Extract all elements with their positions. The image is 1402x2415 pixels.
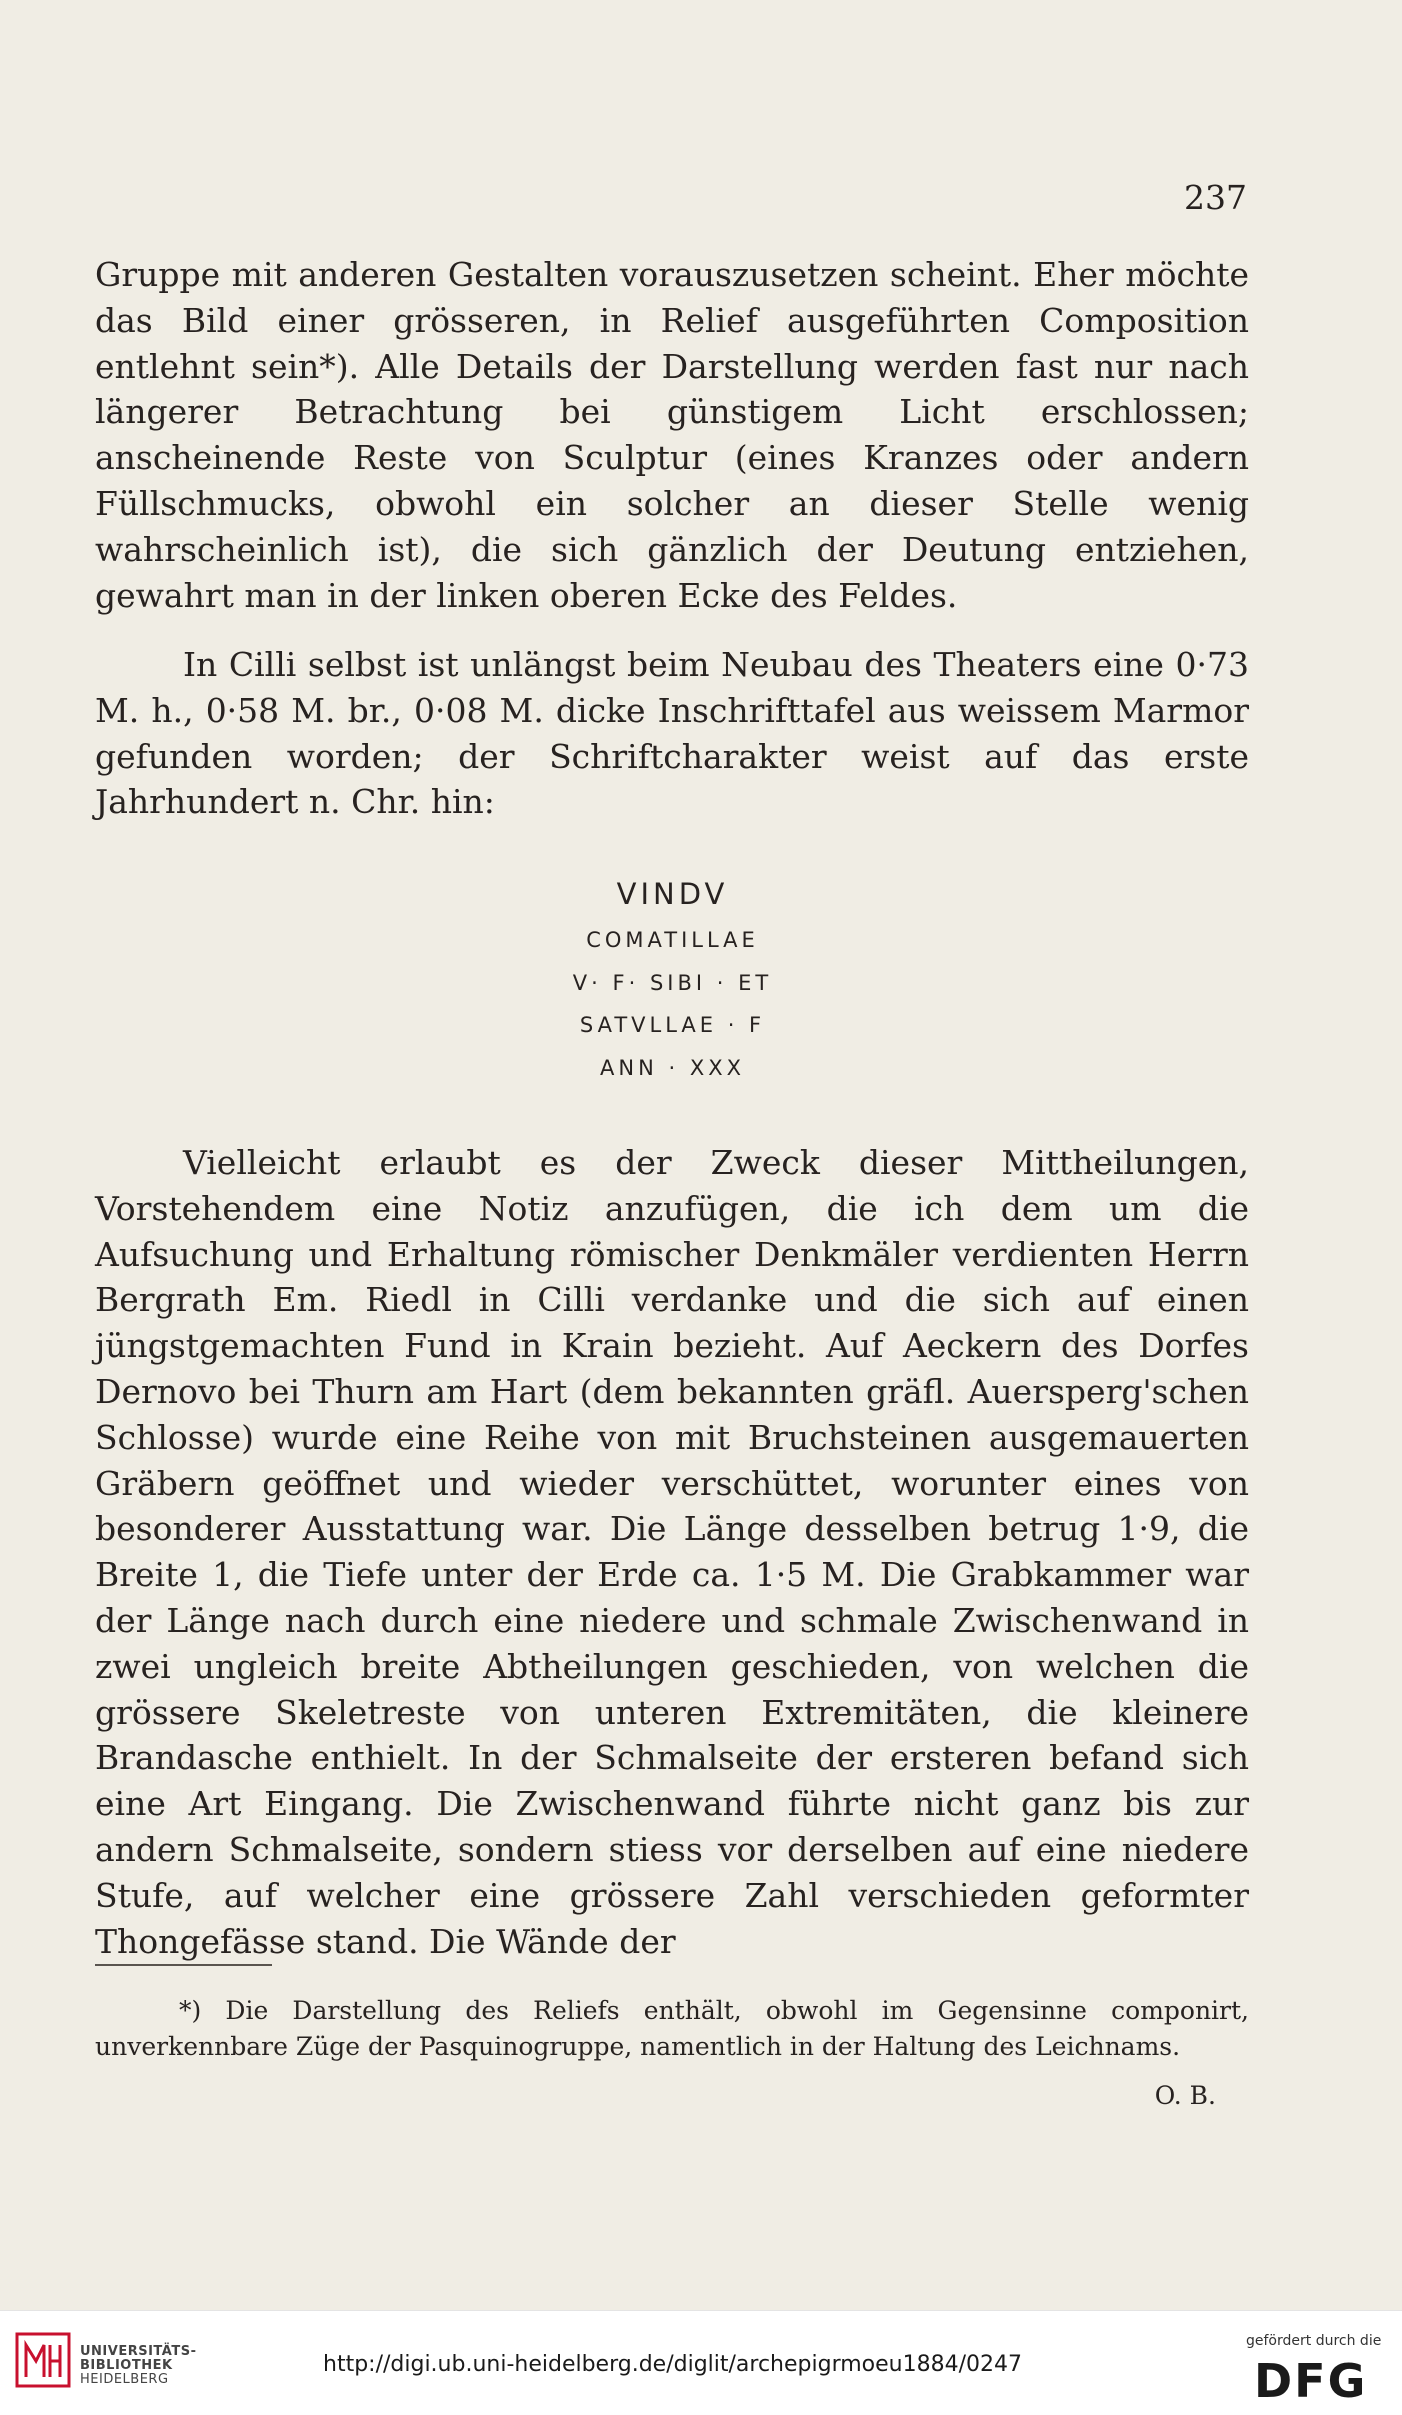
- footnote-divider: [95, 1964, 272, 1966]
- inscription-line: VINDV: [616, 877, 729, 911]
- inscription-line: V· F· SIBI · ET: [572, 971, 773, 995]
- footer-bar: [0, 2310, 1402, 2415]
- funding-caption: gefördert durch die: [1246, 2333, 1382, 2349]
- page-number: 237: [1184, 178, 1247, 217]
- paragraph-text: Gruppe mit anderen Gestalten vorauszusetzen scheint. Eher möchte das Bild einer grösseren, in Relief ausgeführten Composition entlehnt sein*). Alle Details der Darstellung werden fast nur nach längerer Betrachtung bei günstigem Licht erschlossen; anscheinende Reste von Sculptur (eines Kranzes oder andern Füllschmucks, obwohl ein solcher an dieser Stelle wenig wahrscheinlich ist), die sich gänzlich der Deutung entziehen, gewahrt man in der linken oberen Ecke des Feldes.: [95, 255, 1249, 615]
- inscription-line: ANN · XXX: [600, 1056, 745, 1080]
- paragraph-text: Vielleicht erlaubt es der Zweck dieser Mittheilungen, Vorstehendem eine Notiz anzufügen, die ich dem um die Aufsuchung und Erhaltung römischer Denkmäler verdienten Herrn Bergrath Em. Riedl in Cilli verdanke und die sich auf einen jüngstgemachten Fund in Krain bezieht. Auf Aeckern des Dorfes Dernovo bei Thurn am Hart (dem bekannten gräfl. Auersperg'schen Schlosse) wurde eine Reihe von mit Bruchsteinen ausgemauerten Gräbern geöffnet und wieder verschüttet, worunter eines von besonderer Ausstattung war. Die Länge desselben betrug 1·9, die Breite 1, die Tiefe unter der Erde ca. 1·5 M. Die Grabkammer war der Länge nach durch eine niedere und schmale Zwischenwand in zwei ungleich breite Abtheilungen geschieden, von welchen die grössere Skeletreste von unteren Extremitäten, die kleinere Brandasche enthielt. In der Schmalseite der ersteren befand sich eine Art Eingang. Die Zwischenwand führte nicht ganz bis zur andern Schmalseite, sondern stiess vor derselben auf eine niedere Stufe, auf welcher eine grössere Zahl verschieden geformter Thongefässe stand. Die Wände der: [95, 1143, 1249, 1961]
- library-name-line: HEIDELBERG: [80, 2372, 169, 2387]
- body-paragraph: [95, 642, 1249, 825]
- paragraph-text: In Cilli selbst ist unlängst beim Neubau des Theaters eine 0·73 M. h., 0·58 M. br., 0·08 M. dicke Inschrifttafel aus weissem Marmor gefunden worden; der Schriftcharakter weist auf das erste Jahrhundert n. Chr. hin:: [95, 645, 1249, 822]
- dfg-logo-icon: [1254, 2355, 1386, 2403]
- library-name-line: BIBLIOTHEK: [80, 2358, 173, 2373]
- body-paragraph: [95, 252, 1249, 618]
- inscription-line: SATVLLAE · F: [579, 1013, 766, 1037]
- library-name-line: UNIVERSITÄTS-: [80, 2344, 197, 2359]
- permalink-url[interactable]: http://digi.ub.uni-heidelberg.de/diglit/archepigrmoeu1884/0247: [323, 2352, 1022, 2377]
- inscription-line: COMATILLAE: [586, 928, 759, 952]
- body-paragraph: [95, 1140, 1249, 1964]
- dfg-logo-text: DFG: [1254, 2355, 1368, 2403]
- footnote: *) Die Darstellung des Reliefs enthält, obwohl im Gegensinne componirt, unverkennbare Züge der Pasquinogruppe, namentlich in der Haltung des Leichnams.: [95, 1996, 1249, 2061]
- footnote-signature: O. B.: [1154, 2081, 1216, 2110]
- latin-inscription: [0, 877, 1345, 1080]
